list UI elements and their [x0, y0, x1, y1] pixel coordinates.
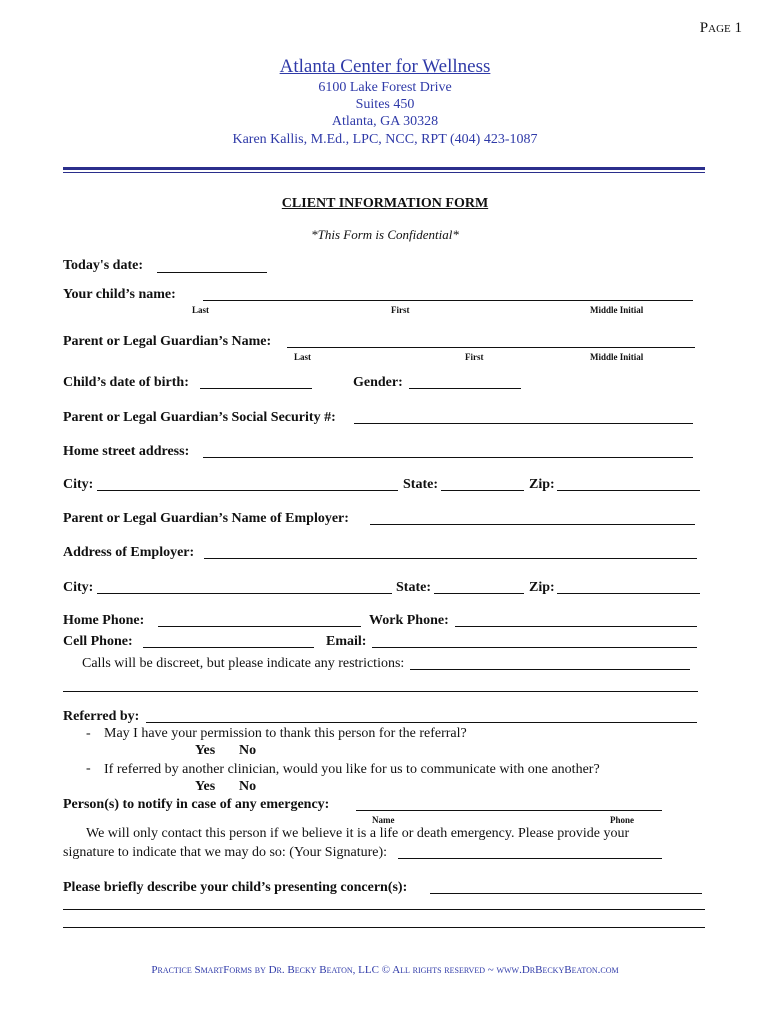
- thank-yes-option[interactable]: Yes: [195, 743, 216, 758]
- guardian-last-sublabel: Last: [294, 352, 312, 362]
- org-name: Atlanta Center for Wellness: [279, 56, 491, 77]
- header-divider-thin: [63, 172, 705, 173]
- child-first-sublabel: First: [391, 305, 410, 315]
- guardian-first-sublabel: First: [465, 352, 484, 362]
- concerns-field[interactable]: [430, 893, 702, 894]
- employer-state-field[interactable]: [434, 593, 524, 594]
- todays-date-label: Today's date:: [63, 258, 144, 273]
- calls-restrictions-field-2[interactable]: [63, 691, 698, 692]
- employer-city-label: City:: [63, 580, 94, 595]
- employer-state-label: State:: [396, 580, 431, 595]
- state-label: State:: [403, 477, 438, 492]
- address-line-3: Atlanta, GA 30328: [331, 114, 439, 129]
- referred-by-field[interactable]: [146, 722, 697, 723]
- employer-field[interactable]: [370, 524, 695, 525]
- email-label: Email:: [326, 634, 367, 649]
- guardian-name-field[interactable]: [287, 347, 695, 348]
- bullet-dash-2: -: [86, 761, 91, 776]
- employer-address-field[interactable]: [204, 558, 697, 559]
- calls-restrictions-label: Calls will be discreet, but please indicate any restrictions:: [82, 656, 405, 671]
- contact-line: Karen Kallis, M.Ed., LPC, NCC, RPT (404) 423-1087: [232, 132, 538, 147]
- bullet-dash-1: -: [86, 726, 91, 741]
- employer-label: Parent or Legal Guardian’s Name of Employer:: [63, 511, 349, 526]
- home-address-field[interactable]: [203, 457, 693, 458]
- home-phone-label: Home Phone:: [63, 613, 145, 628]
- child-name-label: Your child’s name:: [63, 287, 176, 302]
- employer-zip-label: Zip:: [529, 580, 555, 595]
- home-phone-field[interactable]: [158, 626, 361, 627]
- emergency-contact-label: Person(s) to notify in case of any emergency:: [63, 797, 330, 812]
- gender-field[interactable]: [409, 388, 521, 389]
- address-line-1: 6100 Lake Forest Drive: [318, 80, 452, 95]
- gender-label: Gender:: [353, 375, 403, 390]
- concerns-label: Please briefly describe your child’s presenting concern(s):: [63, 880, 408, 895]
- signature-field[interactable]: [398, 858, 662, 859]
- clinician-no-option[interactable]: No: [239, 779, 257, 794]
- city-label: City:: [63, 477, 94, 492]
- dob-label: Child’s date of birth:: [63, 375, 189, 390]
- employer-address-label: Address of Employer:: [63, 545, 195, 560]
- thank-no-option[interactable]: No: [239, 743, 257, 758]
- ssn-field[interactable]: [354, 423, 693, 424]
- dob-field[interactable]: [200, 388, 312, 389]
- child-last-sublabel: Last: [192, 305, 210, 315]
- guardian-name-label: Parent or Legal Guardian’s Name:: [63, 334, 272, 349]
- employer-city-field[interactable]: [97, 593, 392, 594]
- todays-date-field[interactable]: [157, 272, 267, 273]
- emergency-note-line-1: We will only contact this person if we believe it is a life or death emergency. Please provide your: [86, 826, 630, 841]
- thank-referral-question: May I have your permission to thank this person for the referral?: [104, 726, 467, 741]
- footer-copyright: Practice SmartForms by Dr. Becky Beaton, LLC © All rights reserved ~ www.DrBeckyBeaton.com: [151, 964, 619, 976]
- zip-label: Zip:: [529, 477, 555, 492]
- calls-restrictions-field[interactable]: [410, 669, 690, 670]
- employer-zip-field[interactable]: [557, 593, 700, 594]
- work-phone-label: Work Phone:: [369, 613, 449, 628]
- email-field[interactable]: [372, 647, 697, 648]
- zip-field[interactable]: [557, 490, 700, 491]
- child-mi-sublabel: Middle Initial: [590, 305, 644, 315]
- state-field[interactable]: [441, 490, 524, 491]
- emergency-note-line-2: signature to indicate that we may do so: (Your Signature):: [63, 845, 388, 860]
- emergency-name-sublabel: Name: [372, 815, 395, 825]
- emergency-contact-field[interactable]: [356, 810, 662, 811]
- clinician-communicate-question: If referred by another clinician, would you like for us to communicate with one another?: [104, 762, 600, 777]
- home-address-label: Home street address:: [63, 444, 190, 459]
- page-number: Page 1: [699, 20, 742, 36]
- form-title: CLIENT INFORMATION FORM: [281, 196, 489, 211]
- emergency-phone-sublabel: Phone: [610, 815, 635, 825]
- referred-by-label: Referred by:: [63, 709, 140, 724]
- address-line-2: Suites 450: [355, 97, 415, 112]
- work-phone-field[interactable]: [455, 626, 697, 627]
- concerns-field-3[interactable]: [63, 927, 705, 928]
- concerns-field-2[interactable]: [63, 909, 705, 910]
- city-field[interactable]: [97, 490, 398, 491]
- cell-phone-field[interactable]: [143, 647, 314, 648]
- clinician-yes-option[interactable]: Yes: [195, 779, 216, 794]
- cell-phone-label: Cell Phone:: [63, 634, 133, 649]
- guardian-mi-sublabel: Middle Initial: [590, 352, 644, 362]
- child-name-field[interactable]: [203, 300, 693, 301]
- ssn-label: Parent or Legal Guardian’s Social Security #:: [63, 410, 336, 425]
- header-divider: [63, 167, 705, 170]
- confidential-note: *This Form is Confidential*: [311, 227, 459, 242]
